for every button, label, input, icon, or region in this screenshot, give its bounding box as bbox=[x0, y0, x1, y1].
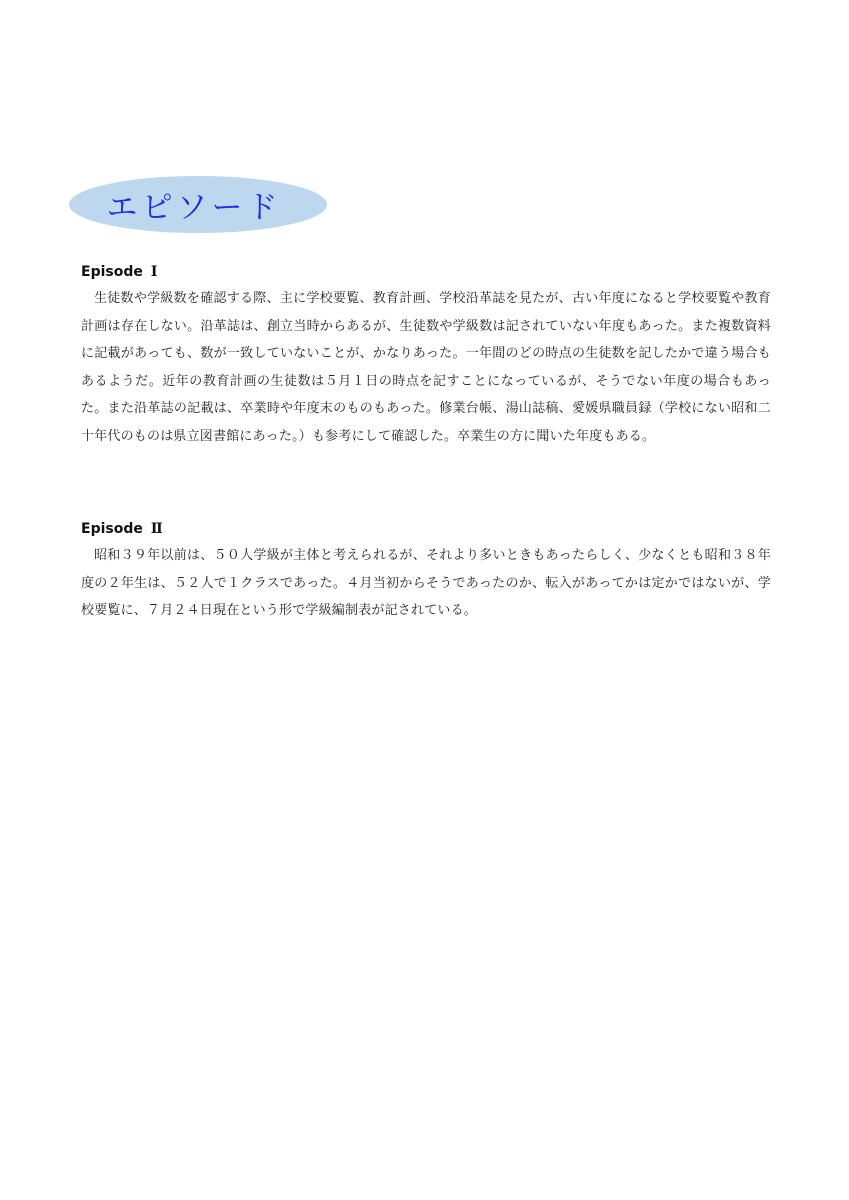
episode-label: Episode bbox=[81, 521, 143, 537]
episode-numeral: Ⅱ bbox=[150, 521, 163, 537]
episode-numeral: Ⅰ bbox=[150, 264, 158, 280]
episode-heading bbox=[81, 262, 771, 282]
episode-heading bbox=[81, 519, 771, 539]
episode-body: 昭和３９年以前は、５０人学級が主体と考えられるが、それより多いときもあったらしく、少なくとも昭和３８年度の２年生は、５２人で１クラスであった。４月当初からそうであったのか、転入があってかは定かではないが、学校要覧に、７月２４日現在という形で学級編制表が記されている。 bbox=[81, 548, 771, 618]
episode-label: Episode bbox=[81, 264, 143, 280]
episode-section-1 bbox=[81, 262, 771, 450]
episode-body: 生徒数や学級数を確認する際、主に学校要覧、教育計画、学校沿革誌を見たが、古い年度になると学校要覧や教育計画は存在しない。沿革誌は、創立当時からあるが、生徒数や学級数は記されていない年度もあった。また複数資料に記載があっても、数が一致していないことが、かなりあった。一年間のどの時点の生徒数を記したかで違う場合もあるようだ。近年の教育計画の生徒数は５月１日の時点を記すことになっているが、そうでない年度の場合もあった。また沿革誌の記載は、卒業時や年度末のものもあった。修業台帳、湯山誌稿、愛媛県職員録（学校にない昭和二十年代のものは県立図書館にあった。）も参考にして確認した。卒業生の方に聞いた年度もある。 bbox=[81, 291, 771, 444]
page-title: エピソード bbox=[106, 190, 282, 226]
episode-section-2 bbox=[81, 519, 771, 625]
title-banner bbox=[69, 176, 327, 233]
